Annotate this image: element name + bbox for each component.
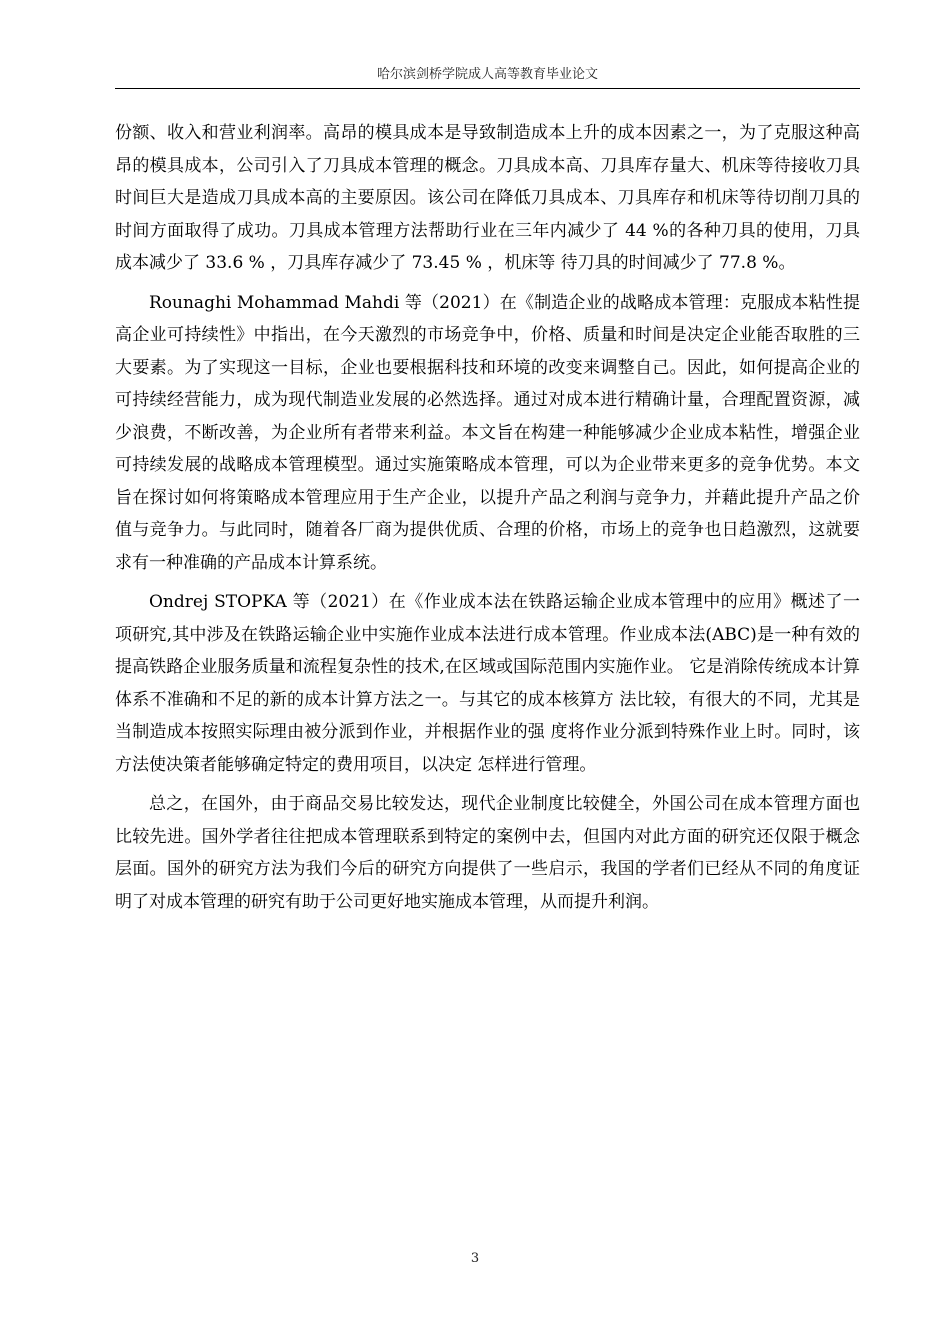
paragraph-summary: 总之，在国外，由于商品交易比较发达，现代企业制度比较健全，外国公司在成本管理方面也比较先进。国外学者往往把成本管理联系到特定的案例中去，但国内对此方面的研究还仅限于概念层面。国外的研究方法为我们今后的研究方向提供了一些启示，我国的学者们已经从不同的角度证明了对成本管理的研究有助于公司更好地实施成本管理，从而提升利润。: [115, 794, 860, 912]
paragraph-tool-cost: 份额、收入和营业利润率。高昂的模具成本是导致制造成本上升的成本因素之一，为了克服这种高昂的模具成本，公司引入了刀具成本管理的概念。刀具成本高、刀具库存量大、机床等待接收刀具时间巨大是造成刀具成本高的主要原因。该公司在降低刀具成本、刀具库存和机床等待切削刀具的时间方面取得了成功。刀具成本管理方法帮助行业在三年内减少了 44 %的各种刀具的使用，刀具成本减少了 33.6 % ，刀具库存减少了 73.45 % ，机床等 待刀具的时间减少了 77.8 %。: [115, 123, 860, 273]
paragraph-stopka: Ondrej STOPKA 等（2021）在《作业成本法在铁路运输企业成本管理中的应用》概述了一项研究,其中涉及在铁路运输企业中实施作业成本法进行成本管理。作业成本法(ABC)是一种有效的提高铁路企业服务质量和流程复杂性的技术,在区域或国际范围内实施作业。 它是消除传统成本计算体系不准确和不足的新的成本计算方法之一。与其它的成本核算方 法比较，有很大的不同，尤其是当制造成本按照实际理由被分派到作业，并根据作业的强 度将作业分派到特殊作业上时。同时，该方法使决策者能够确定特定的费用项目，以决定 怎样进行管理。: [115, 592, 860, 775]
page-number: 3: [470, 1251, 480, 1266]
document-body: [115, 117, 860, 925]
page-header: 哈尔滨剑桥学院成人高等教育毕业论文: [115, 62, 860, 89]
paragraph-rounaghi: Rounaghi Mohammad Mahdi 等（2021）在《制造企业的战略成本管理：克服成本粘性提高企业可持续性》中指出，在今天激烈的市场竞争中，价格、质量和时间是决定企业能否取胜的三大要素。为了实现这一目标，企业也要根据科技和环境的改变来调整自己。因此，如何提高企业的可持续经营能力，成为现代制造业发展的必然选择。通过对成本进行精确计量，合理配置资源，减少浪费，不断改善，为企业所有者带来利益。本文旨在构建一种能够减少企业成本粘性，增强企业可持续发展的战略成本管理模型。通过实施策略成本管理，可以为企业带来更多的竞争优势。本文旨在探讨如何将策略成本管理应用于生产企业，以提升产品之利润与竞争力，并藉此提升产品之价值与竞争力。与此同时，随着各厂商为提供优质、合理的价格，市场上的竞争也日趋激烈，这就要求有一种准确的产品成本计算系统。: [115, 292, 860, 573]
